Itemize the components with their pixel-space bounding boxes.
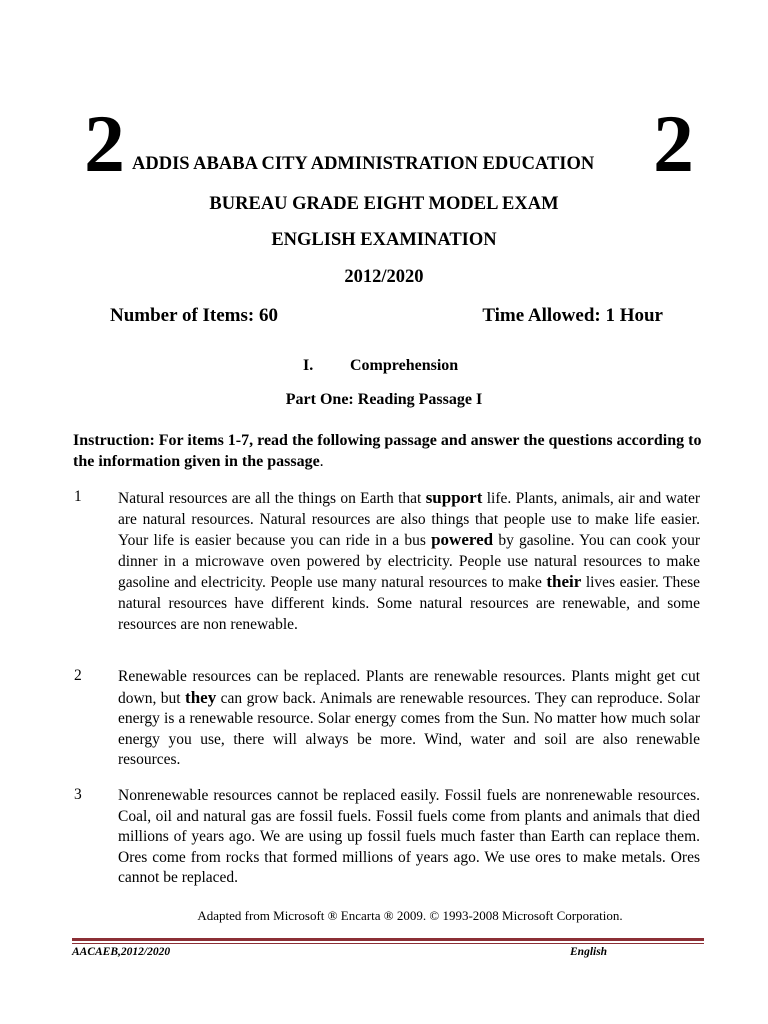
- paragraph-number: 1: [74, 488, 82, 505]
- exam-year: 2012/2020: [344, 267, 424, 287]
- footer-rule-thin: [72, 943, 704, 944]
- instruction-text: Instruction: For items 1-7, read the following passage and answer the questions according to the information given in the passage: [73, 432, 702, 470]
- instruction-period: .: [319, 453, 324, 470]
- section-number: I.: [303, 357, 314, 374]
- number-of-items: Number of Items: 60: [110, 305, 278, 326]
- title-row: [84, 98, 694, 189]
- passage-text: by gasoline. You can cook your dinner in a microwave oven powered by electricity. People use natural resources to make gasoline and electricity. People use many natural resources to make: [118, 532, 700, 592]
- passage-text: life. Plants, animals, air and water are natural resources. Natural resources are also things that people use to make life easier. Your life is easier because you can ride in a bus: [118, 490, 700, 550]
- source-citation: Adapted from Microsoft ® Encarta ® 2009. © 1993-2008 Microsoft Corporation.: [197, 908, 623, 923]
- part-heading: Part One: Reading Passage I: [285, 391, 483, 408]
- vocabulary-keyword: powered: [431, 530, 494, 550]
- passage-paragraph: [118, 786, 700, 889]
- footer-rule-thick: [72, 938, 704, 941]
- vocabulary-keyword: they: [185, 687, 217, 707]
- passage-text: Nonrenewable resources cannot be replaced easily. Fossil fuels are nonrenewable resources. Coal, oil and natural gas are fossil fuels. Fossil fuels come from plants and animals that died millions of years ago. We are using up fossil fuels much faster than Earth can replace them. Ores come from rocks that formed millions of years ago. We use ores to make metals. Ores cannot be replaced.: [118, 787, 700, 887]
- passage-text: Natural resources are all the things on Earth that: [118, 490, 426, 507]
- section-label: Comprehension: [350, 357, 459, 374]
- passage-paragraph: [118, 488, 700, 635]
- passage-text: can grow back. Animals are renewable resources. They can reproduce. Solar energy is a renewable resource. Solar energy comes from the Sun. No matter how much solar energy you use, there will always be more. Wind, water and soil are also renewable resources.: [118, 689, 700, 769]
- passage-paragraph: [118, 667, 700, 771]
- paragraph-number: 2: [74, 667, 82, 684]
- vocabulary-keyword: their: [546, 572, 582, 592]
- title-line-1: ADDIS ABABA CITY ADMINISTRATION EDUCATION: [132, 154, 595, 174]
- footer-subject: English: [570, 946, 608, 958]
- instruction: [73, 430, 703, 472]
- title-line-3: ENGLISH EXAMINATION: [271, 230, 497, 250]
- footer-code: AACAEB,2012/2020: [72, 946, 171, 958]
- time-allowed: Time Allowed: 1 Hour: [482, 305, 663, 326]
- passage-text: Renewable resources can be replaced. Plants are renewable resources. Plants might get cut down, but: [118, 668, 700, 707]
- grade-number-left: 2: [84, 98, 125, 189]
- title-line-2: BUREAU GRADE EIGHT MODEL EXAM: [209, 194, 559, 214]
- vocabulary-keyword: support: [425, 488, 483, 507]
- paragraph-number: 3: [74, 786, 82, 803]
- grade-number-right: 2: [653, 98, 694, 189]
- passage-text: lives easier. These natural resources have different kinds. Some natural resources are renewable, and some resources are non renewable.: [118, 574, 700, 633]
